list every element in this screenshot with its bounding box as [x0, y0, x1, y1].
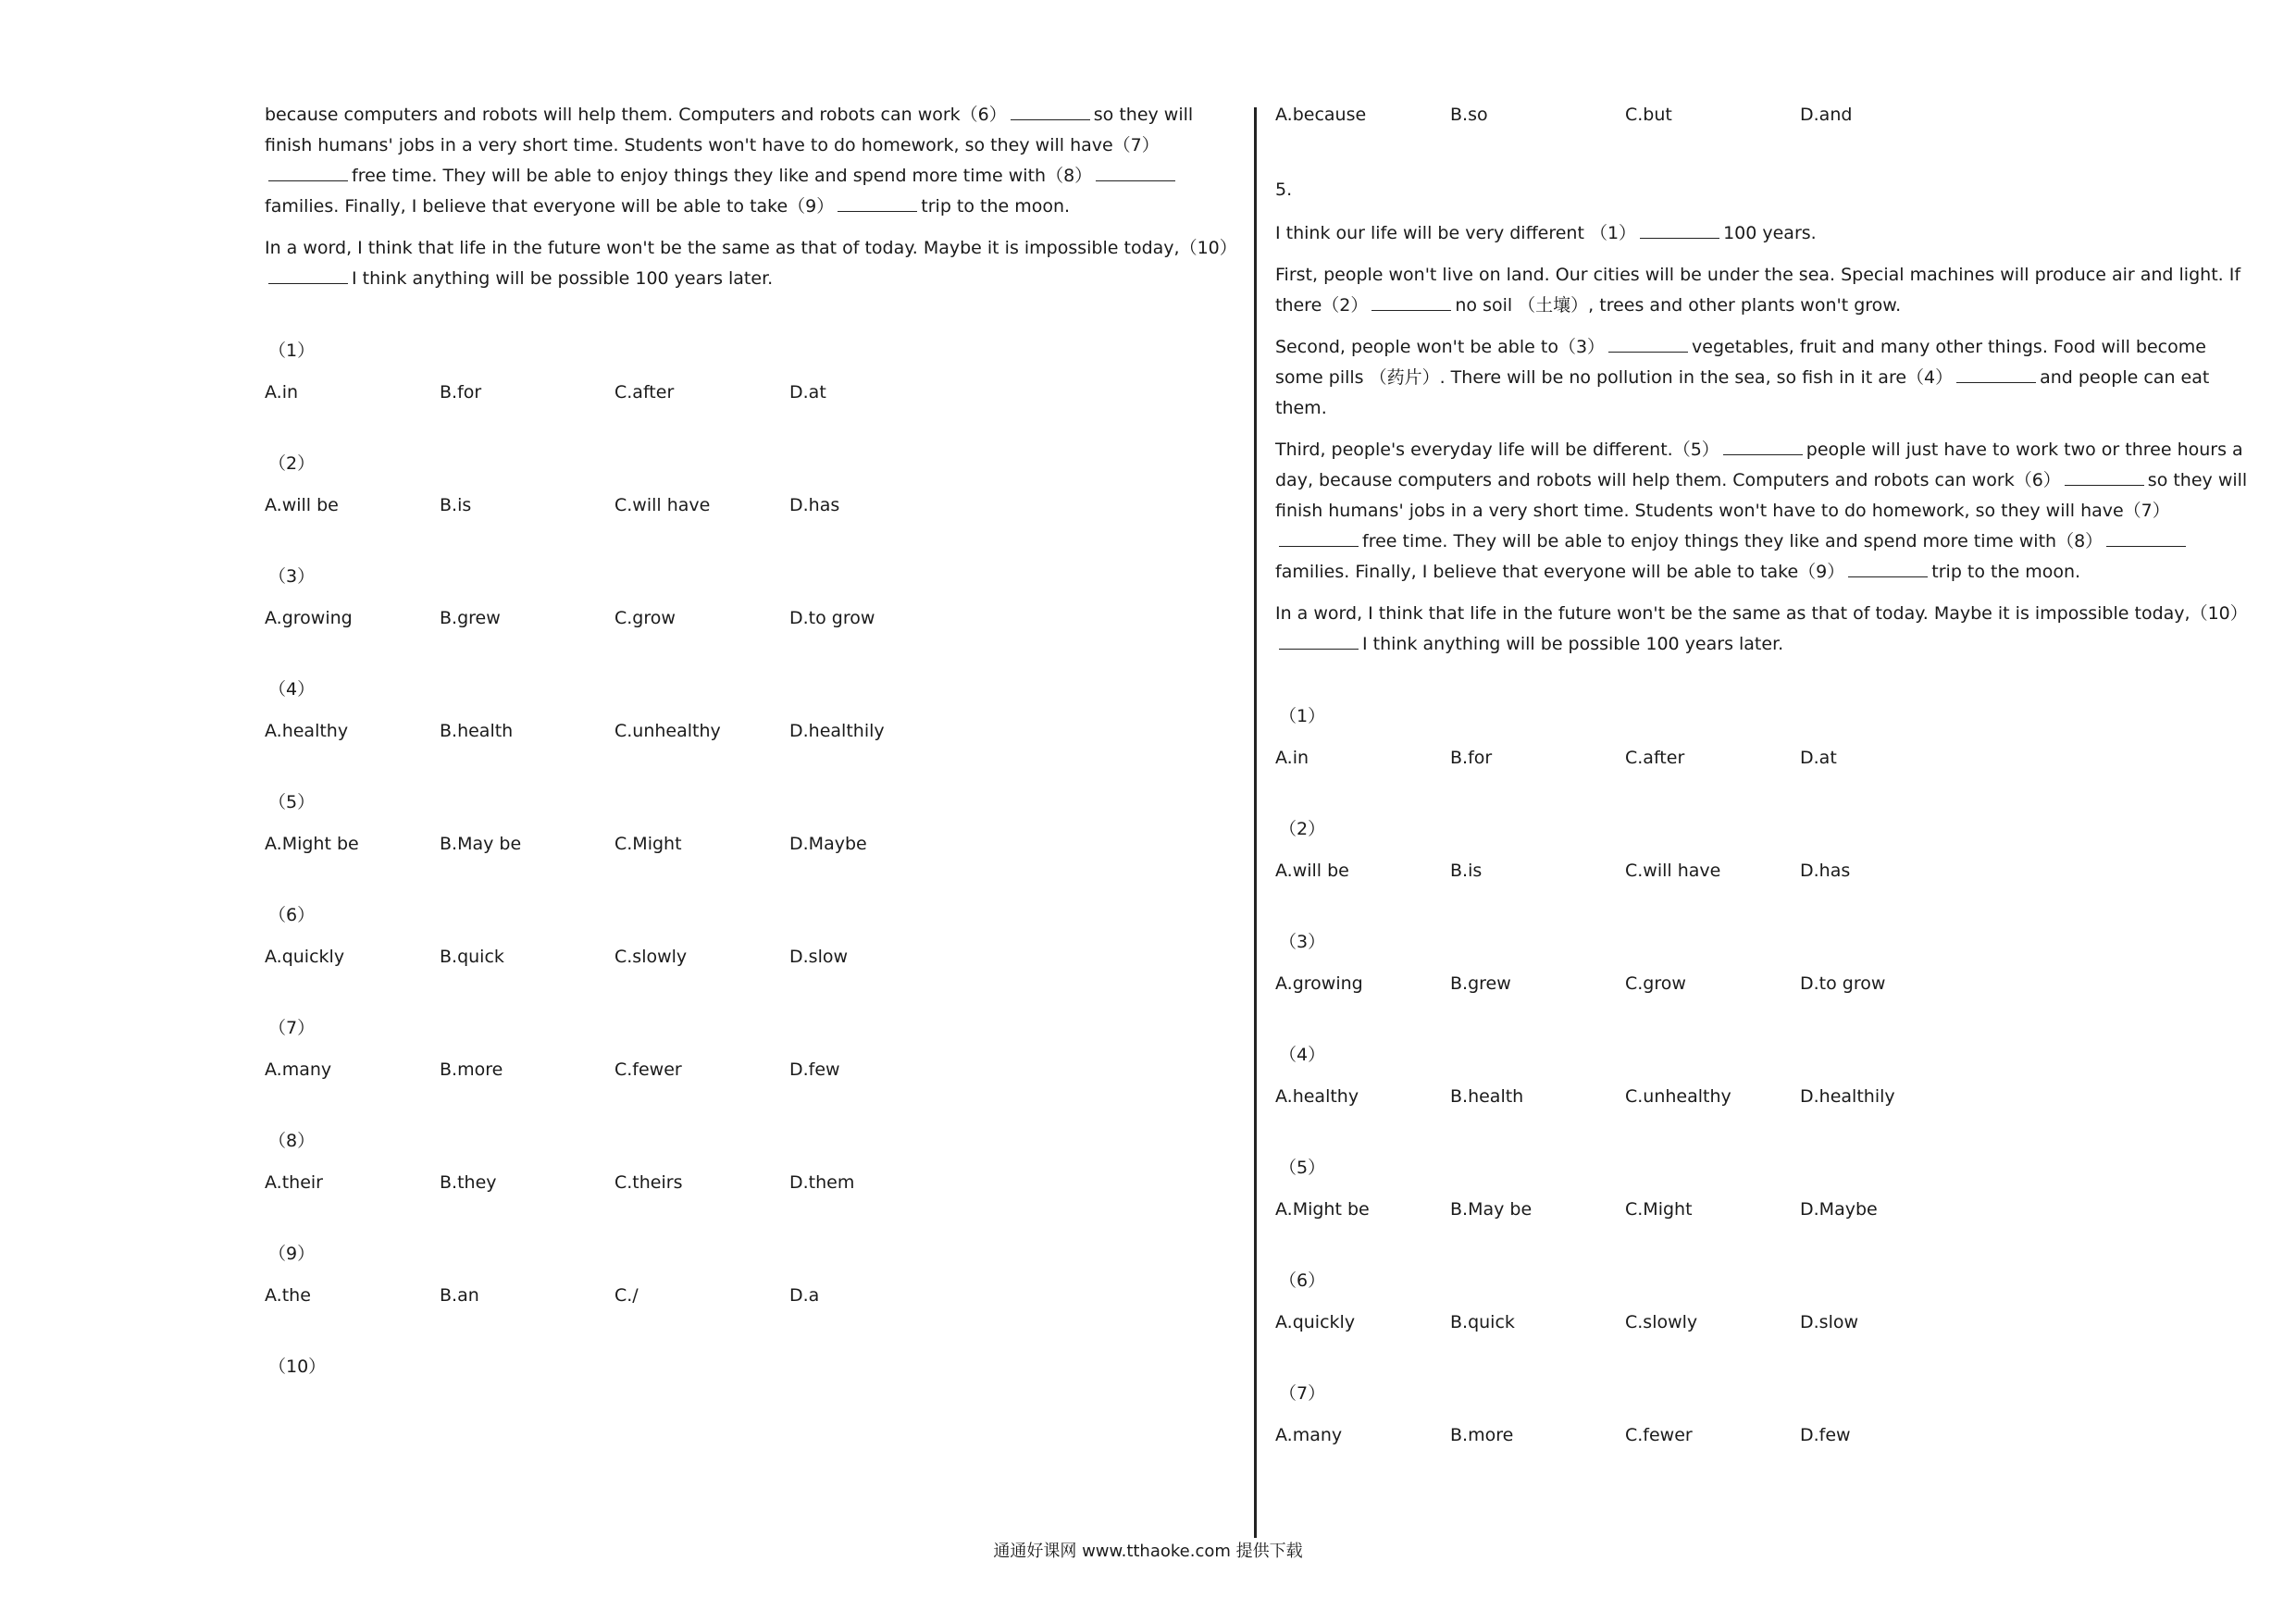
answer-blank	[2106, 529, 2186, 547]
passage-text: so they will finish humans' jobs in a very short time. Students won't have to do homework, so they will have（7）	[265, 105, 1194, 155]
option-choice[interactable]: C.unhealthy	[1625, 1086, 1731, 1107]
option-row	[265, 829, 1246, 859]
question-number: （1）	[268, 341, 316, 361]
option-choice[interactable]: D.to grow	[1800, 973, 1886, 994]
left-column	[265, 100, 1246, 1394]
option-choice[interactable]: D.healthily	[1800, 1086, 1895, 1107]
passage-text: families. Finally, I believe that everyone will be able to take（9）	[1275, 562, 1845, 582]
option-row	[1275, 1082, 2256, 1111]
option-choice[interactable]: C.Might	[1625, 1199, 1693, 1220]
option-choice[interactable]: D.few	[789, 1059, 840, 1080]
question-number: （2）	[268, 453, 316, 474]
question-number: （4）	[1279, 1045, 1326, 1065]
answer-blank	[838, 194, 917, 212]
option-row	[1275, 1307, 2256, 1337]
option-row	[1275, 856, 2256, 886]
passage-text: I think anything will be possible 100 years later.	[1362, 634, 1784, 654]
question-number: （8）	[268, 1131, 316, 1151]
answer-blank	[1848, 560, 1928, 577]
option-choice[interactable]: A.will be	[1275, 861, 1349, 881]
answer-blank	[1640, 221, 1719, 239]
option-choice[interactable]: B.an	[440, 1285, 479, 1306]
option-choice[interactable]: C./	[614, 1285, 639, 1306]
question-number: （9）	[268, 1244, 316, 1264]
question-number: （6）	[1279, 1270, 1326, 1291]
option-row	[265, 490, 1246, 520]
option-choice[interactable]: D.few	[1800, 1425, 1851, 1445]
option-row	[1275, 100, 2256, 130]
option-choice[interactable]: D.slow	[1800, 1312, 1859, 1332]
passage-text: In a word, I think that life in the future won't be the same as that of today. Maybe it is impossible today,（10）	[265, 238, 1237, 258]
question-number: （10）	[268, 1357, 327, 1377]
answer-blank	[1279, 632, 1359, 650]
option-choice[interactable]: B.quick	[440, 947, 504, 967]
option-choice[interactable]: D.Maybe	[789, 834, 867, 854]
option-choice[interactable]: B.grew	[1450, 973, 1511, 994]
question-number: （7）	[1279, 1383, 1326, 1404]
column-divider	[1254, 107, 1257, 1538]
option-choice[interactable]: C.grow	[1625, 973, 1686, 994]
option-choice[interactable]: A.growing	[1275, 973, 1363, 994]
option-choice[interactable]: C.theirs	[614, 1172, 683, 1193]
option-choice[interactable]: A.their	[265, 1172, 323, 1193]
passage-text: 100 years.	[1723, 223, 1817, 243]
option-choice[interactable]: A.in	[265, 382, 299, 403]
option-choice[interactable]: C.fewer	[614, 1059, 682, 1080]
option-choice[interactable]: C.grow	[614, 608, 676, 628]
option-row	[265, 942, 1246, 972]
option-row	[265, 378, 1246, 407]
option-choice[interactable]: B.for	[1450, 748, 1493, 768]
option-choice[interactable]: B.health	[1450, 1086, 1524, 1107]
question-number: （4）	[268, 679, 316, 700]
passage-text: and people can eat them.	[1275, 367, 2210, 418]
passage-paragraph	[1275, 435, 2256, 588]
passage-paragraph	[1275, 218, 2256, 249]
option-choice[interactable]: B.is	[1450, 861, 1483, 881]
option-row	[1275, 1195, 2256, 1224]
question-label: 5.	[1275, 180, 1293, 200]
option-choice[interactable]: B.May be	[1450, 1199, 1533, 1220]
option-choice[interactable]: A.many	[1275, 1425, 1343, 1445]
option-row	[265, 1281, 1246, 1310]
option-row	[265, 1055, 1246, 1084]
passage-paragraph	[265, 100, 1246, 222]
option-choice[interactable]: A.the	[265, 1285, 311, 1306]
option-choice[interactable]: C.slowly	[614, 947, 688, 967]
passage-text: trip to the moon.	[1931, 562, 2081, 582]
option-choice[interactable]: A.healthy	[1275, 1086, 1359, 1107]
option-choice[interactable]: A.healthy	[265, 721, 349, 741]
option-choice[interactable]: A.quickly	[1275, 1312, 1356, 1332]
option-choice[interactable]: C.fewer	[1625, 1425, 1693, 1445]
option-choice[interactable]: B.they	[440, 1172, 497, 1193]
passage-paragraph	[1275, 599, 2256, 660]
option-choice[interactable]: D.healthily	[789, 721, 885, 741]
option-row	[265, 603, 1246, 633]
question-number: （7）	[268, 1018, 316, 1038]
option-choice[interactable]: D.Maybe	[1800, 1199, 1878, 1220]
passage-text: I think anything will be possible 100 years later.	[352, 268, 774, 289]
option-choice[interactable]: B.is	[440, 495, 472, 515]
answer-blank	[1279, 529, 1359, 547]
option-choice[interactable]: A.growing	[265, 608, 353, 628]
passage-text: because computers and robots will help them. Computers and robots can work（6）	[265, 105, 1007, 125]
option-choice[interactable]: D.a	[789, 1285, 820, 1306]
passage-text: In a word, I think that life in the future won't be the same as that of today. Maybe it is impossible today,（10）	[1275, 603, 2248, 624]
option-choice[interactable]: C.will have	[614, 495, 711, 515]
question-number: （5）	[268, 792, 316, 812]
option-choice[interactable]: D.has	[1800, 861, 1851, 881]
passage-text: vegetables, fruit and many other things. Food will become some pills （药片）. There will be no pollution in the sea, so fish in it are（4）	[1275, 337, 2206, 388]
passage-text: free time. They will be able to enjoy things they like and spend more time with（8）	[352, 166, 1093, 186]
answer-blank	[268, 266, 348, 284]
option-choice[interactable]: D.at	[1800, 748, 1837, 768]
answer-blank	[2065, 468, 2144, 486]
option-choice[interactable]: D.them	[789, 1172, 855, 1193]
option-choice[interactable]: C.after	[1625, 748, 1685, 768]
right-column	[1275, 100, 2256, 1450]
option-choice[interactable]: C.unhealthy	[614, 721, 721, 741]
option-row	[265, 1168, 1246, 1197]
answer-blank	[268, 164, 348, 181]
option-row	[1275, 1420, 2256, 1450]
page-footer: 通通好课网 www.tthaoke.com 提供下载	[993, 1542, 1303, 1561]
question-number: （1）	[1279, 706, 1326, 726]
option-choice[interactable]: D.slow	[789, 947, 849, 967]
answer-blank	[1723, 438, 1803, 455]
option-choice[interactable]: C.Might	[614, 834, 682, 854]
question-number: （5）	[1279, 1158, 1326, 1178]
passage-text: Second, people won't be able to（3）	[1275, 337, 1606, 357]
passage-text: people will just have to work two or three hours a day, because computers and robots will help them. Computers and robots can work（6）	[1275, 440, 2243, 490]
answer-blank	[1956, 365, 2036, 383]
option-choice[interactable]: C.after	[614, 382, 675, 403]
option-choice[interactable]: B.grew	[440, 608, 501, 628]
option-choice[interactable]: C.but	[1625, 105, 1672, 125]
question-number: （6）	[268, 905, 316, 925]
passage-text: I think our life will be very different （1）	[1275, 223, 1637, 243]
passage-text: free time. They will be able to enjoy things they like and spend more time with（8）	[1362, 531, 2104, 551]
answer-blank	[1371, 293, 1451, 311]
option-row	[1275, 743, 2256, 773]
question-number: （3）	[268, 566, 316, 587]
option-choice[interactable]: D.and	[1800, 105, 1853, 125]
option-choice[interactable]: D.has	[789, 495, 840, 515]
option-choice[interactable]: A.Might be	[1275, 1199, 1370, 1220]
option-row	[1275, 969, 2256, 998]
question-number: （2）	[1279, 819, 1326, 839]
option-choice[interactable]: A.many	[265, 1059, 332, 1080]
passage-paragraph	[1275, 332, 2256, 424]
option-choice[interactable]: B.quick	[1450, 1312, 1515, 1332]
passage-text: families. Finally, I believe that everyone will be able to take（9）	[265, 196, 835, 217]
option-choice[interactable]: B.more	[440, 1059, 503, 1080]
option-row	[265, 716, 1246, 746]
passage-text: so they will finish humans' jobs in a very short time. Students won't have to do homework, so they will have（7）	[1275, 470, 2248, 521]
answer-blank	[1011, 103, 1090, 120]
passage-text: trip to the moon.	[921, 196, 1071, 217]
passage-paragraph	[265, 233, 1246, 294]
option-choice[interactable]: A.quickly	[265, 947, 345, 967]
option-choice[interactable]: D.to grow	[789, 608, 875, 628]
passage-text: First, people won't live on land. Our cities will be under the sea. Special machines will produce air and light. If there（2）	[1275, 265, 2241, 316]
option-choice[interactable]: C.will have	[1625, 861, 1721, 881]
question-number: （3）	[1279, 932, 1326, 952]
passage-text: no soil （土壤）, trees and other plants won't grow.	[1455, 295, 1902, 316]
answer-blank	[1096, 164, 1175, 181]
option-choice[interactable]: A.will be	[265, 495, 339, 515]
option-choice[interactable]: B.health	[440, 721, 514, 741]
option-choice[interactable]: A.in	[1275, 748, 1309, 768]
answer-blank	[1608, 335, 1688, 353]
option-choice[interactable]: C.slowly	[1625, 1312, 1698, 1332]
option-choice[interactable]: B.more	[1450, 1425, 1514, 1445]
option-choice[interactable]: B.so	[1450, 105, 1488, 125]
passage-paragraph	[1275, 260, 2256, 321]
option-choice[interactable]: D.at	[789, 382, 826, 403]
option-choice[interactable]: B.for	[440, 382, 482, 403]
option-choice[interactable]: A.Might be	[265, 834, 359, 854]
passage-text: Third, people's everyday life will be different.（5）	[1275, 440, 1719, 460]
option-choice[interactable]: B.May be	[440, 834, 522, 854]
option-choice[interactable]: A.because	[1275, 105, 1367, 125]
